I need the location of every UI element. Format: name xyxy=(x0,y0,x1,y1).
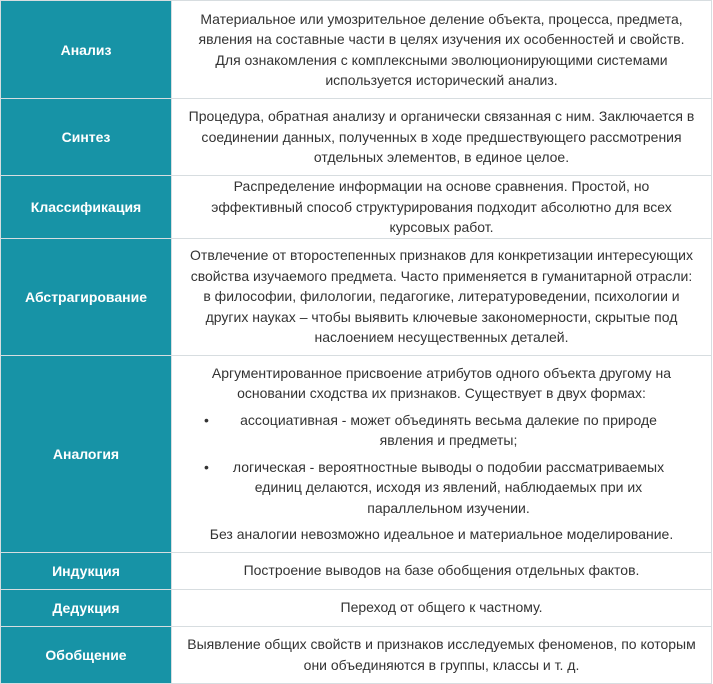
table-row xyxy=(1,238,712,355)
description-cell: Переход от общего к частному. xyxy=(172,589,712,626)
term-cell: Дедукция xyxy=(1,589,172,626)
description-cell: Отвлечение от второстепенных признаков для конкретизации интересующих свойства изучаемого предмета. Часто применяется в гуманитарной отрасли: в философии, филологии, педагогике, литературоведении, психологии и других науках – чтобы выявить ключевые закономерности, скрытые под наслоением несущественных деталей. xyxy=(172,238,712,355)
term-cell: Аналогия xyxy=(1,355,172,552)
table-row xyxy=(1,355,712,552)
description-cell xyxy=(172,355,712,552)
analogy-intro: Аргументированное присвоение атрибутов одного объекта другому на основании сходства их признаков. Существует в двух формах: xyxy=(211,364,672,401)
description-cell: Построение выводов на базе обобщения отдельных фактов. xyxy=(172,552,712,589)
table-row xyxy=(1,99,712,176)
table-row xyxy=(1,1,712,99)
table-row xyxy=(1,176,712,239)
term-cell: Абстрагирование xyxy=(1,238,172,355)
term-cell: Анализ xyxy=(1,1,172,99)
description-cell: Процедура, обратная анализу и органически связанная с ним. Заключается в соединении данных, полученных в ходе предшествующего рассмотрения отдельных элементов, в единое целое. xyxy=(172,99,712,176)
term-cell: Классификация xyxy=(1,176,172,239)
description-cell: Выявление общих свойств и признаков исследуемых феноменов, по которым они объединяются в группы, классы и т. д. xyxy=(172,626,712,683)
table-row xyxy=(1,552,712,589)
description-cell: Распределение информации на основе сравнения. Простой, но эффективный способ структурирования подходит абсолютно для всех курсовых работ. xyxy=(172,176,712,239)
description-cell: Материальное или умозрительное деление объекта, процесса, предмета, явления на составные части в целях изучения их особенностей и свойств. Для ознакомления с комплексными эволюционирующими системами используется исторический анализ. xyxy=(172,1,712,99)
table-row xyxy=(1,589,712,626)
table-row xyxy=(1,626,712,683)
list-item: • ассоциативная - может объединять весьма далекие по природе явления и предметы; xyxy=(220,410,697,451)
term-cell: Индукция xyxy=(1,552,172,589)
term-cell: Обобщение xyxy=(1,626,172,683)
analogy-forms-list xyxy=(186,410,697,519)
analogy-outro: Без аналогии невозможно идеальное и материальное моделирование. xyxy=(209,526,674,542)
term-cell: Синтез xyxy=(1,99,172,176)
list-item: • логическая - вероятностные выводы о подобии рассматриваемых единиц делаются, исходя из явлений, наблюдаемых при их параллельном изучении. xyxy=(220,457,697,519)
